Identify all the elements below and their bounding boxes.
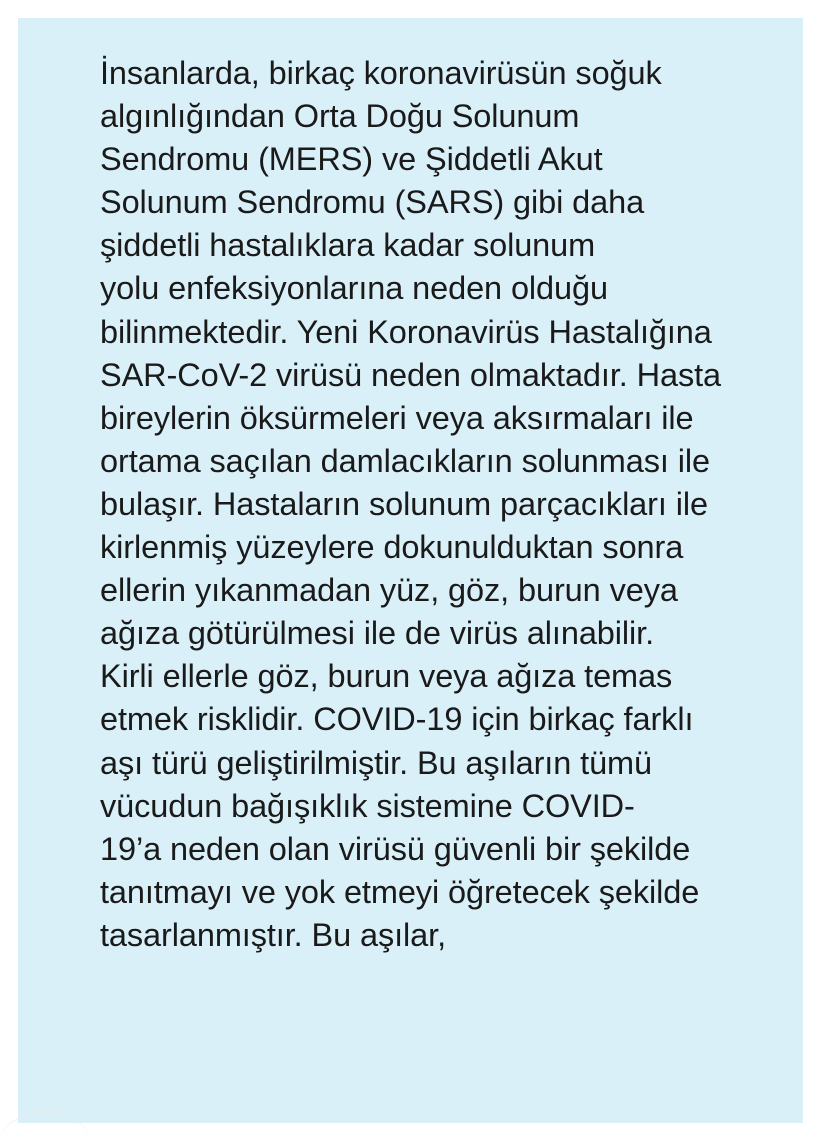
passage-line: Solunum Sendromu (SARS) gibi daha	[100, 184, 645, 221]
passage-line: etmek risklidir. COVID-19 için birkaç farklı	[100, 701, 694, 738]
passage-line: vücudun bağışıklık sistemine COVID-	[100, 787, 635, 824]
passage-line: tasarlanmıştır. Bu aşılar,	[100, 916, 447, 953]
passage-line: bireylerin öksürmeleri veya aksırmaları ile	[100, 399, 694, 436]
passage-line: kirlenmiş yüzeylere dokunulduktan sonra	[100, 529, 684, 566]
passage-line: 19’a neden olan virüsü güvenli bir şekilde	[100, 830, 691, 867]
passage-line: ortama saçılan damlacıkların solunması ile	[100, 442, 710, 479]
highlighted-text-box	[18, 18, 803, 1123]
passage-line: Kirli ellerle göz, burun veya ağıza temas	[100, 658, 673, 695]
passage-line: tanıtmayı ve yok etmeyi öğretecek şekilde	[100, 873, 700, 910]
passage-line: algınlığından Orta Doğu Solunum	[100, 98, 580, 135]
passage-line: Sendromu (MERS) ve Şiddetli Akut	[100, 141, 603, 178]
passage-line: SAR-CoV-2 virüsü neden olmaktadır. Hasta	[100, 356, 722, 393]
passage-line: bulaşır. Hastaların solunum parçacıkları ile	[100, 485, 708, 522]
passage-line: aşı türü geliştirilmiştir. Bu aşıların tümü	[100, 744, 652, 781]
passage-paragraph	[100, 52, 721, 957]
passage-line: şiddetli hastalıklara kadar solunum	[100, 227, 596, 264]
passage-line: bilinmektedir. Yeni Koronavirüs Hastalığına	[100, 313, 712, 350]
passage-line: ağıza götürülmesi ile de virüs alınabilir.	[100, 615, 654, 652]
passage-line: yolu enfeksiyonlarına neden olduğu	[100, 270, 608, 307]
passage-line: ellerin yıkanmadan yüz, göz, burun veya	[100, 572, 678, 609]
passage-line: İnsanlarda, birkaç koronavirüsün soğuk	[100, 55, 662, 91]
